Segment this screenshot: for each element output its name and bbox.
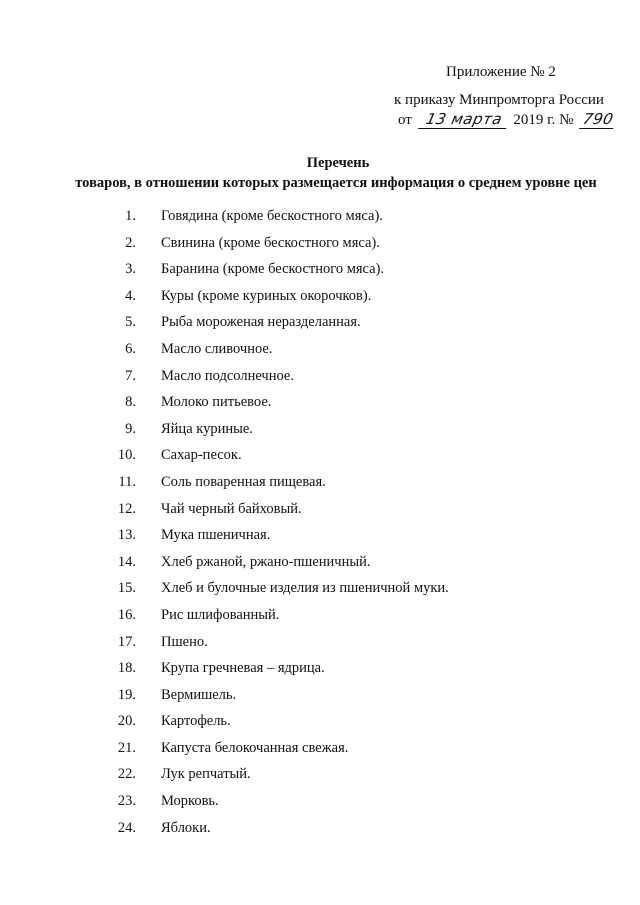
list-item [0, 527, 640, 554]
list-item-text: Пшено. [161, 633, 208, 650]
appendix-label: Приложение № 2 [446, 64, 556, 80]
list-item-number: 6. [125, 340, 136, 357]
list-item-text: Рыба мороженая неразделанная. [161, 314, 361, 331]
list-item-text: Соль поваренная пищевая. [161, 473, 326, 490]
list-item-text: Чай черный байховый. [161, 500, 302, 517]
list-item [0, 314, 640, 341]
list-item-text: Масло подсолнечное. [161, 367, 294, 384]
list-item-number: 4. [125, 287, 136, 304]
list-item-text: Свинина (кроме бескостного мяса). [161, 234, 380, 251]
list-item-number: 16. [117, 606, 136, 623]
list-item-text: Морковь. [161, 793, 219, 810]
list-item-text: Молоко питьевое. [161, 394, 272, 411]
list-item-number: 10. [117, 447, 136, 464]
list-item [0, 793, 640, 820]
document-title: Перечень [306, 155, 370, 171]
list-item-number: 23. [117, 793, 136, 810]
list-item-text: Крупа гречневая – ядрица. [161, 660, 325, 677]
list-item-text: Сахар-песок. [161, 447, 242, 464]
document-subtitle: товаров, в отношении которых размещается информация о среднем уровне цен [75, 175, 597, 191]
list-item-number: 20. [117, 713, 136, 730]
list-item [0, 687, 640, 714]
list-item [0, 607, 640, 634]
list-item-text: Масло сливочное. [161, 340, 273, 357]
date-prefix: от [398, 112, 412, 128]
list-item-number: 15. [117, 580, 136, 597]
list-item [0, 501, 640, 528]
list-item [0, 740, 640, 767]
list-item-number: 21. [117, 739, 136, 756]
list-item-number: 7. [125, 367, 136, 384]
list-item [0, 554, 640, 581]
list-item-number: 1. [125, 208, 136, 224]
list-item [0, 634, 640, 661]
list-item [0, 820, 640, 847]
list-item-text: Картофель. [161, 713, 231, 730]
list-item-number: 5. [125, 314, 136, 331]
list-item [0, 288, 640, 315]
list-item-text: Баранина (кроме бескостного мяса). [161, 261, 385, 278]
list-item [0, 394, 640, 421]
list-item [0, 474, 640, 501]
list-item-number: 18. [117, 660, 136, 677]
list-item-text: Яблоки. [161, 819, 211, 836]
list-item-text: Хлеб ржаной, ржано-пшеничный. [161, 553, 371, 570]
list-item-number: 3. [125, 261, 136, 278]
list-item-text: Говядина (кроме бескостного мяса). [161, 208, 383, 224]
list-item-text: Мука пшеничная. [161, 527, 271, 544]
list-item-number: 9. [125, 420, 136, 437]
list-item-number: 12. [117, 500, 136, 517]
list-item-number: 17. [117, 633, 136, 650]
list-item-number: 11. [118, 473, 136, 490]
list-item [0, 208, 640, 235]
list-item-number: 22. [117, 766, 136, 783]
order-reference: к приказу Минпромторга России [394, 92, 604, 108]
list-item [0, 368, 640, 395]
order-date-line [398, 111, 615, 129]
list-item-text: Вермишель. [161, 686, 237, 703]
handwritten-order-number: 790 [579, 111, 617, 129]
list-item-text: Яйца куриные. [161, 420, 253, 437]
date-suffix: 2019 г. № [513, 112, 574, 128]
list-item-number: 2. [125, 234, 136, 251]
list-item [0, 341, 640, 368]
list-item-number: 19. [117, 686, 136, 703]
list-item-text: Куры (кроме куриных окорочков). [161, 287, 372, 304]
list-item [0, 421, 640, 448]
list-item [0, 766, 640, 793]
list-item-text: Лук репчатый. [161, 766, 251, 783]
list-item-number: 13. [117, 527, 136, 544]
list-item [0, 660, 640, 687]
list-item [0, 713, 640, 740]
list-item-text: Хлеб и булочные изделия из пшеничной муки. [161, 580, 449, 597]
list-item [0, 447, 640, 474]
list-item-number: 24. [117, 819, 136, 836]
goods-list [0, 208, 640, 846]
list-item [0, 261, 640, 288]
list-item-text: Капуста белокочанная свежая. [161, 739, 349, 756]
list-item-number: 14. [117, 553, 136, 570]
list-item-number: 8. [125, 394, 136, 411]
list-item [0, 580, 640, 607]
list-item-text: Рис шлифованный. [161, 606, 280, 623]
handwritten-date: 13 марта [418, 111, 510, 129]
list-item [0, 235, 640, 262]
